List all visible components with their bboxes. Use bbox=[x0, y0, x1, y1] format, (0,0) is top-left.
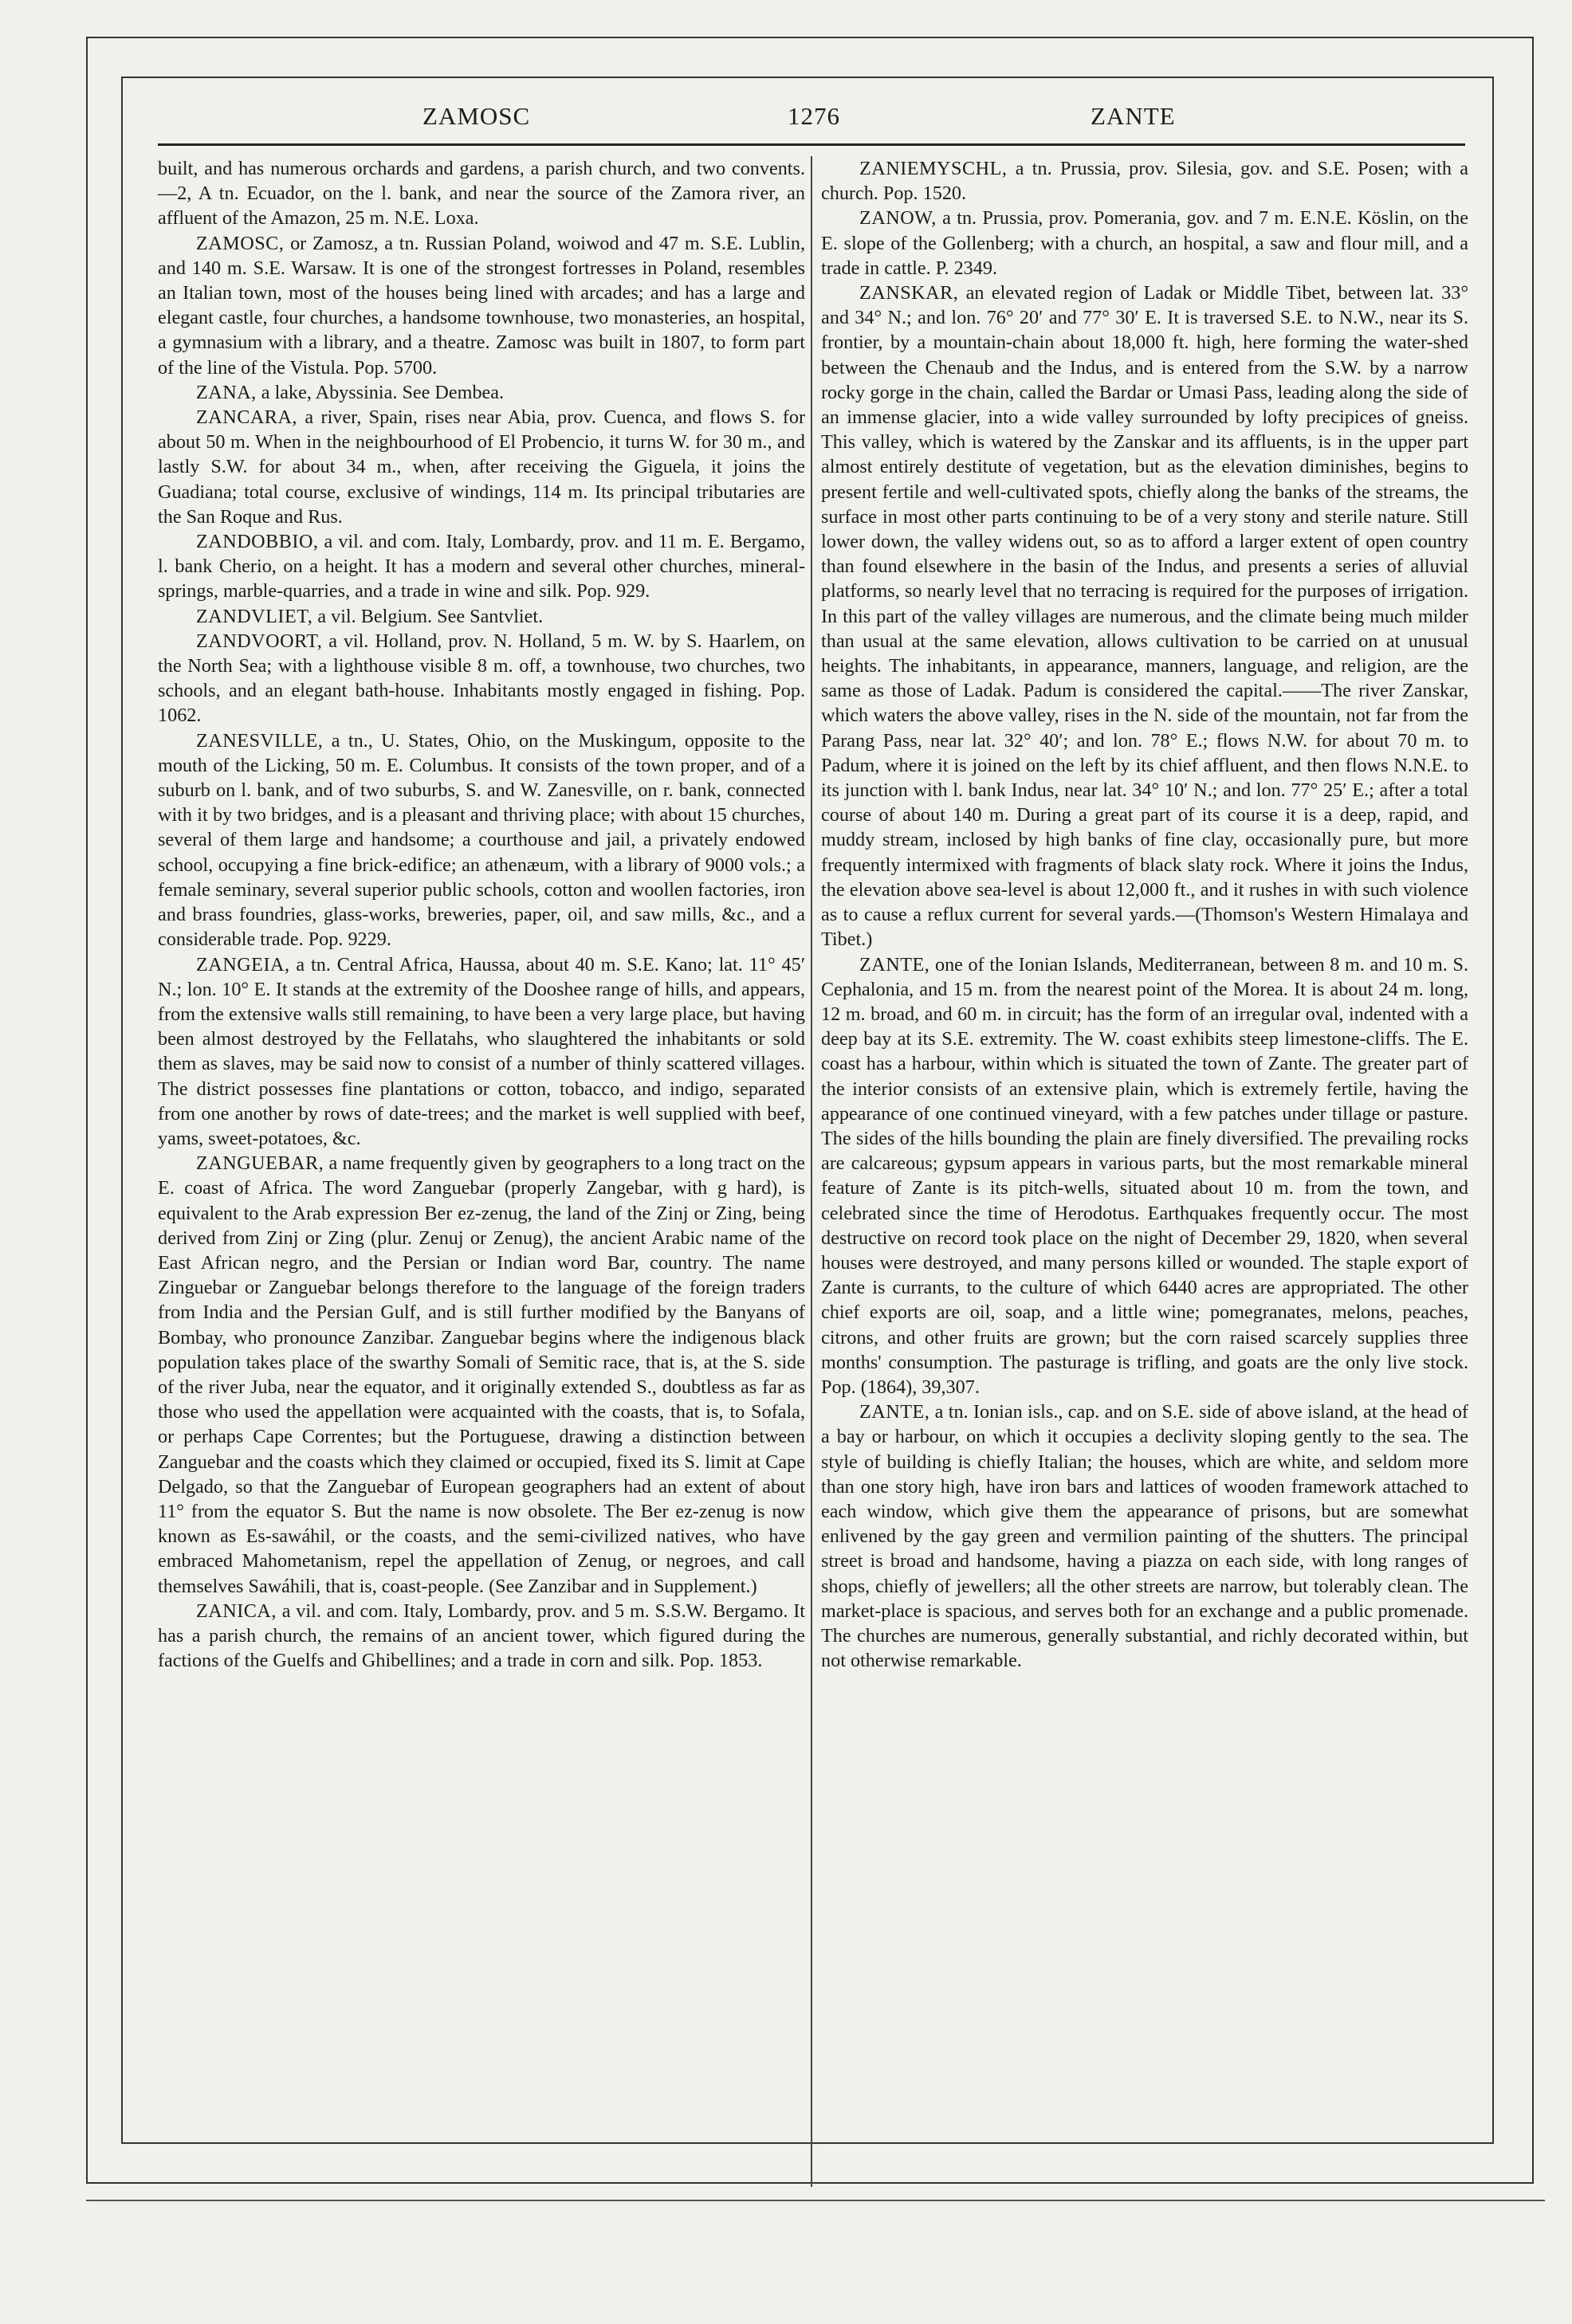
dictionary-entry bbox=[158, 156, 805, 231]
entry-text: a tn. Ionian isls., cap. and on S.E. side of above island, at the head of a bay or harbour, on which it occupies a declivity sloping gently to the sea. The style of building is chiefly Italian; the houses, which are white, and seldom more than one story high, have iron bars and lattices of wooden framework attached to each window, which give them the appearance of prisons, but are somewhat enlivened by the gay green and vermilion painting of the shutters. The principal street is broad and handsome, having a piazza on each side, with long ranges of shops, chiefly of jewellers; all the other streets are narrow, but tolerably clean. The market-place is spacious, and serves both for an exchange and a public promenade. The churches are numerous, generally substantial, and richly decorated within, but not otherwise remarkable. bbox=[821, 1401, 1468, 1672]
entry-headword: ZANSKAR, bbox=[859, 282, 959, 304]
column-divider bbox=[811, 156, 812, 2187]
right-column bbox=[821, 156, 1468, 1673]
entry-headword: ZANDOBBIO, bbox=[196, 531, 319, 553]
entry-headword: ZANTE, bbox=[859, 953, 930, 976]
entry-text: a vil. and com. Italy, Lombardy, prov. and 5 m. S.S.W. Bergamo. It has a parish church, the remains of an ancient tower, which figured during the factions of the Guelfs and Ghibellines; and a trade in corn and silk. Pop. 1853. bbox=[158, 1600, 805, 1672]
entry-headword: ZANESVILLE, bbox=[196, 729, 324, 752]
dictionary-entry bbox=[158, 1151, 805, 1599]
dictionary-entry bbox=[158, 1599, 805, 1674]
dictionary-entry bbox=[158, 529, 805, 604]
entry-headword: ZANTE, bbox=[859, 1401, 930, 1423]
entry-text: a tn. Central Africa, Haussa, about 40 m. S.E. Kano; lat. 11° 45′ N.; lon. 10° E. It stands at the extremity of the Dooshee range of hills, and appears, from the extensive walls still remaining, to have been a very large place, but having been almost destroyed by the Fellatahs, who slaughtered the inhabitants or sold them as slaves, may be said now to consist of a number of thinly scattered villages. The district possesses fine plantations or cotton, tobacco, and indigo, separated from one another by rows of date-trees; and the market is well supplied with beef, yams, sweet-potatoes, &c. bbox=[158, 953, 805, 1149]
entry-text: one of the Ionian Islands, Mediterranean, between 8 m. and 10 m. S. Cephalonia, and 15 m. from the nearest point of the Morea. It is about 24 m. long, 12 m. broad, and 60 m. in circuit; has the form of an irregular oval, indented with a deep bay at its S.E. extremity. The W. coast exhibits steep limestone-cliffs. The E. coast has a harbour, within which is situated the town of Zante. The greater part of the interior consists of an extensive plain, which is extremely fertile, having the appearance of one continued vineyard, with a few patches under tillage or pasture. The sides of the hills bounding the plain are finely diversified. The prevailing rocks are calcareous; gypsum appears in various parts, but the most remarkable mineral feature of Zante is its pitch-wells, situated about 10 m. from the town, and celebrated since the time of Herodotus. Earthquakes frequently occur. The most destructive on record took place on the night of December 29, 1820, when several houses were destroyed, and many persons killed or wounded. The staple export of Zante is currants, to the culture of which 6440 acres are appropriated. The other chief exports are oil, soap, and a little wine; pomegranates, melons, peaches, citrons, and other fruits are grown; but the corn raised scarcely supplies three months' consumption. The pasturage is trifling, and goats are the only live stock. Pop. (1864), 39,307. bbox=[821, 953, 1468, 1398]
entry-text: a tn. Prussia, prov. Pomerania, gov. and 7 m. E.N.E. Köslin, on the E. slope of the Gollenberg; with a church, an hospital, a saw and flour mill, and a trade in cattle. P. 2349. bbox=[821, 207, 1468, 279]
entry-text: an elevated region of Ladak or Middle Tibet, between lat. 33° and 34° N.; and lon. 76° 20′ and 77° 30′ E. It is traversed S.E. to N.W., near its S. frontier, by a mountain-chain about 18,000 ft. high, here forming the water-shed between the Chenaub and the Indus, and is entered from the S.W. by a narrow rocky gorge in the chain, called the Bardar or Umasi Pass, leading along the side of an immense glacier, into a wide valley surrounded by lofty precipices of gneiss. This valley, which is watered by the Zanskar and its affluents, is in the upper part almost entirely destitute of vegetation, but as the elevation diminishes, begins to present fertile and well-cultivated spots, chiefly along the banks of the streams, the surface in most other parts continuing to be of a very stony and sterile nature. Still lower down, the valley widens out, so as to afford a larger extent of open country than found elsewhere in the basin of the Indus, and presents a series of alluvial platforms, so nearly level that no terracing is required for the purposes of irrigation. In this part of the valley villages are numerous, and the climate being much milder than usual at the same elevation, allows cultivation to be carried on at unusual heights. The inhabitants, in appearance, manners, language, and religion, are the same as those of Ladak. Padum is considered the capital.——The river Zanskar, which waters the above valley, rises in the N. side of the mountain, not far from the Parang Pass, near lat. 32° 40′; and lon. 78° E.; flows N.W. for about 70 m. to Padum, where it is joined on the left by its chief affluent, and then flows N.N.E. to its junction with l. bank Indus, near lat. 34° 10′ N.; and lon. 77° 25′ E.; after a total course of about 140 m. During a great part of its course it is a deep, rapid, and muddy stream, inclosed by high banks of fine clay, occasionally pure, but more frequently intermixed with fragments of black slaty rock. Where it joins the Indus, the elevation above sea-level is about 12,000 ft., and it rushes in with such violence as to cause a reflux current for several yards.—(Thomson's Western Himalaya and Tibet.) bbox=[821, 282, 1468, 951]
dictionary-entry bbox=[158, 604, 805, 629]
entry-headword: ZANGUEBAR, bbox=[196, 1152, 324, 1175]
dictionary-entry bbox=[821, 952, 1468, 1400]
dictionary-entry bbox=[821, 281, 1468, 952]
dictionary-entry bbox=[158, 231, 805, 380]
entry-text: a vil. and com. Italy, Lombardy, prov. and 11 m. E. Bergamo, l. bank Cherio, on a height. It has a modern and several other churches, mineral-springs, marble-quarries, and a trade in wine and silk. Pop. 929. bbox=[158, 531, 805, 603]
entry-text: a name frequently given by geographers to a long tract on the E. coast of Africa. The word Zanguebar (properly Zangebar, with g hard), is equivalent to the Arab expression Ber ez-zenug, the land of the Zinj or Zing, being derived from Zinj or Zing (plur. Zenuj or Zenug), the ancient Arabic name of the East African negro, and the Persian or Indian word Bar, country. The name Zinguebar or Zanguebar belongs therefore to the language of the foreign traders from India and the Persian Gulf, and is still further modified by the Banyans of Bombay, who pronounce Zanzibar. Zanguebar begins where the indigenous black population takes place of the swarthy Somali of Semitic race, that is, at the S. side of the river Juba, near the equator, and it originally extended S., doubtless as far as those who used the appellation were acquainted with the coasts, that is, to Sofala, or perhaps Cape Correntes; but the Portuguese, drawing a distinction between Zanguebar and the coasts which they claimed or occupied, fixed its S. limit at Cape Delgado, so that the Zanguebar of European geographers had an extent of about 11° from the equator S. But the name is now obsolete. The Ber ez-zenug is now known as Es-sawáhil, or the coasts, and the semi-civilized natives, who have embraced Mahometanism, repel the appellation of Zenug, or negroes, and call themselves Sawáhili, that is, coast-people. (See Zanzibar and in Supplement.) bbox=[158, 1152, 805, 1597]
header-rule bbox=[158, 143, 1465, 146]
entry-headword: ZANGEIA, bbox=[196, 953, 290, 976]
entry-text: a river, Spain, rises near Abia, prov. Cuenca, and flows S. for about 50 m. When in the neighbourhood of El Probencio, it turns W. for 30 m., and lastly S.W. for about 34 m., when, after receiving the Giguela, it joins the Guadiana; total course, exclusive of windings, 114 m. Its principal tributaries are the San Roque and Rus. bbox=[158, 406, 805, 528]
left-column bbox=[158, 156, 805, 1673]
header-right-term: ZANTE bbox=[1091, 102, 1176, 130]
dictionary-entry bbox=[158, 405, 805, 529]
dictionary-entry bbox=[821, 156, 1468, 206]
entry-headword: ZAMOSC, bbox=[196, 232, 285, 254]
entry-headword: ZANOW, bbox=[859, 207, 937, 230]
entry-headword: ZANIEMYSCHL, bbox=[859, 158, 1008, 179]
entry-headword: ZANDVLIET, bbox=[196, 605, 313, 627]
entry-text: a tn. Prussia, prov. Silesia, gov. and S.E. Posen; with a church. Pop. 1520. bbox=[821, 158, 1468, 205]
dictionary-entry bbox=[821, 1400, 1468, 1673]
entry-text: a vil. Belgium. See Santvliet. bbox=[312, 605, 544, 627]
entry-text: a vil. Holland, prov. N. Holland, 5 m. W. by S. Haarlem, on the North Sea; with a lighthouse visible 8 m. off, a townhouse, two churches, two schools, and an elegant bath-house. Inhabitants mostly engaged in fishing. Pop. 1062. bbox=[158, 630, 805, 727]
dictionary-entry bbox=[821, 206, 1468, 281]
running-header bbox=[159, 102, 1467, 147]
entry-headword: ZANA, bbox=[196, 381, 257, 403]
dictionary-entry bbox=[158, 629, 805, 728]
entry-headword: ZANDVOORT, bbox=[196, 630, 323, 652]
entry-text: a lake, Abyssinia. See Dembea. bbox=[256, 381, 505, 403]
header-left-term: ZAMOSC bbox=[422, 102, 531, 130]
bottom-rule bbox=[86, 2200, 1545, 2201]
entry-text: or Zamosz, a tn. Russian Poland, woiwod and 47 m. S.E. Lublin, and 140 m. S.E. Warsaw. It is one of the strongest fortresses in Poland, resembles an Italian town, most of the houses being lined with arcades; and has a large and elegant castle, four churches, a handsome townhouse, two monasteries, an hospital, a gymnasium with a library, and a theatre. Zamosc was built in 1807, to form part of the line of the Vistula. Pop. 5700. bbox=[158, 232, 805, 379]
entry-headword: ZANCARA, bbox=[196, 406, 297, 429]
entry-text: a tn., U. States, Ohio, on the Muskingum, opposite to the mouth of the Licking, 50 m. E. Columbus. It consists of the town proper, and of a suburb on l. bank, and of two suburbs, S. and W. Zanesville, on r. bank, connected with it by two bridges, and is a pleasant and thriving place; with about 15 churches, several of them large and handsome; a courthouse and jail, a privately endowed school, occupying a fine brick-edifice; an athenæum, with a library of 9000 vols.; a female seminary, several superior public schools, cotton and woollen factories, iron and brass foundries, glass-works, breweries, paper, oil, and saw mills, &c., and a considerable trade. Pop. 9229. bbox=[158, 729, 805, 951]
page-number: 1276 bbox=[788, 102, 840, 130]
entry-headword: ZANICA, bbox=[196, 1600, 277, 1622]
entry-text: built, and has numerous orchards and gardens, a parish church, and two convents.—2, A tn. Ecuador, on the l. bank, and near the source of the Zamora river, an affluent of the Amazon, 25 m. N.E. Loxa. bbox=[158, 158, 805, 230]
dictionary-entry bbox=[158, 952, 805, 1152]
dictionary-entry bbox=[158, 380, 805, 405]
dictionary-entry bbox=[158, 728, 805, 952]
